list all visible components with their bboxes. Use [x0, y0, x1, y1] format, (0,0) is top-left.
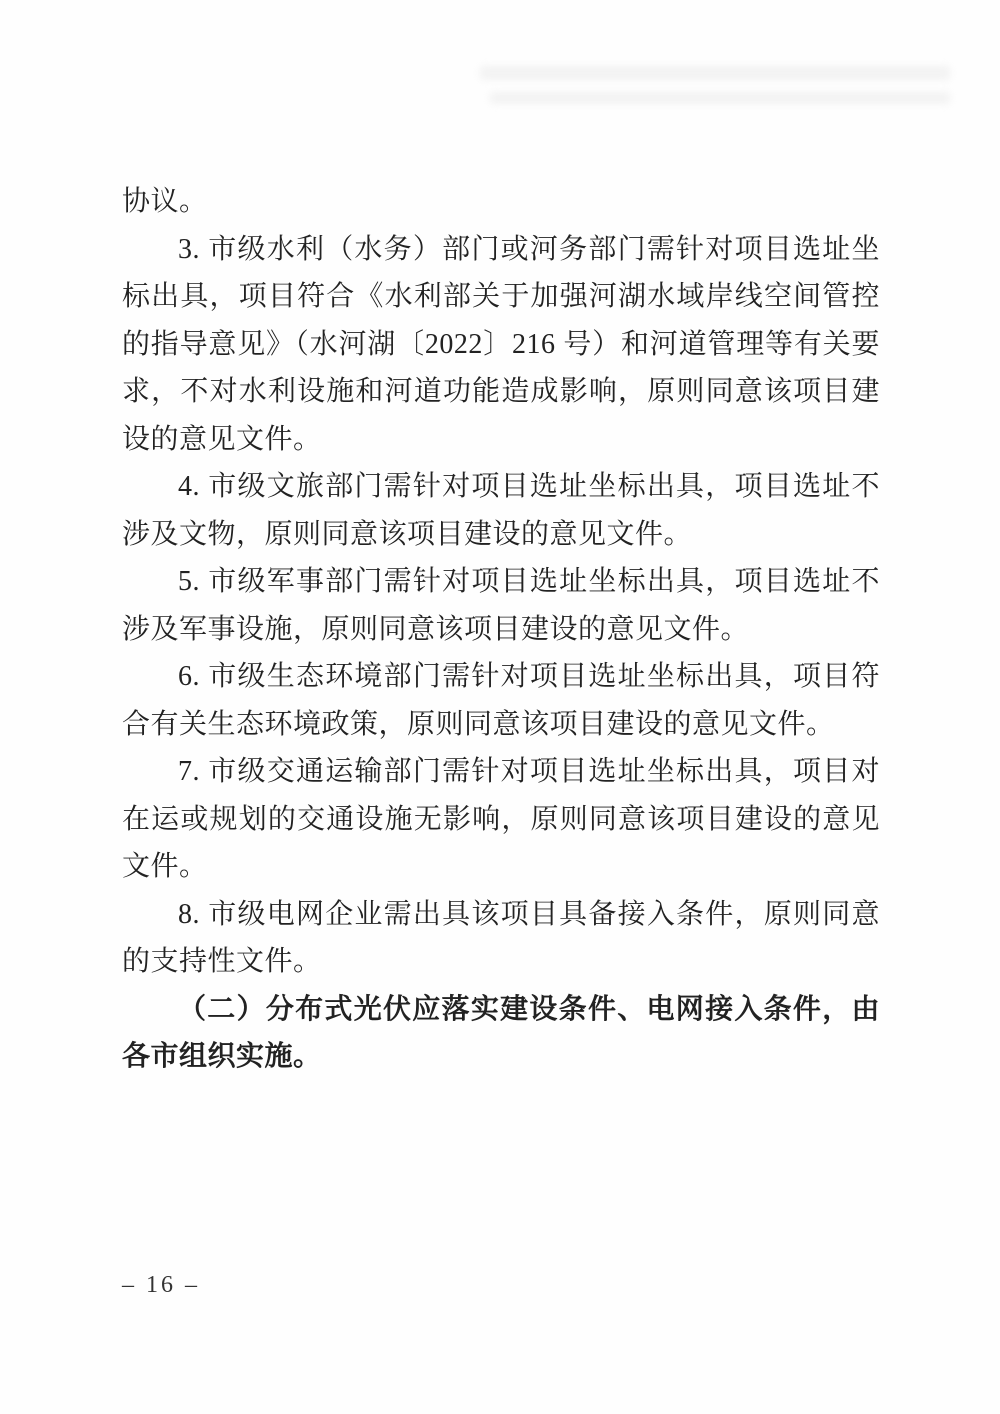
paragraph-item-6: 6. 市级生态环境部门需针对项目选址坐标出具，项目符合有关生态环境政策，原则同意该项目建设的意见文件。 — [122, 661, 880, 740]
paragraph-item-7: 7. 市级交通运输部门需针对项目选址坐标出具，项目对在运或规划的交通设施无影响，原则同意该项目建设的意见文件。 — [122, 756, 880, 882]
paragraph-item-4: 4. 市级文旅部门需针对项目选址坐标出具，项目选址不涉及文物，原则同意该项目建设的意见文件。 — [122, 471, 880, 550]
page-footer — [122, 1272, 200, 1299]
paragraph-item-3: 3. 市级水利（水务）部门或河务部门需针对项目选址坐标出具，项目符合《水利部关于加强河湖水域岸线空间管控的指导意见》（水河湖〔2022〕216 号）和河道管理等有关要求，不对水利设施和河道功能造成影响，原则同意该项目建设的意见文件。 — [122, 233, 880, 455]
paragraph-item-5: 5. 市级军事部门需针对项目选址坐标出具，项目选址不涉及军事设施，原则同意该项目建设的意见文件。 — [122, 566, 880, 645]
paragraph-continuation: 协议。 — [122, 186, 208, 217]
document-body — [122, 178, 880, 1081]
scan-bleed-artifact — [490, 92, 950, 104]
paragraph-heading-2: （二）分布式光伏应落实建设条件、电网接入条件，由各市组织实施。 — [122, 993, 880, 1072]
paragraph-item-8: 8. 市级电网企业需出具该项目具备接入条件，原则同意的支持性文件。 — [122, 898, 880, 977]
page-number: – 16 – — [122, 1272, 200, 1298]
scan-bleed-artifact — [480, 66, 950, 80]
